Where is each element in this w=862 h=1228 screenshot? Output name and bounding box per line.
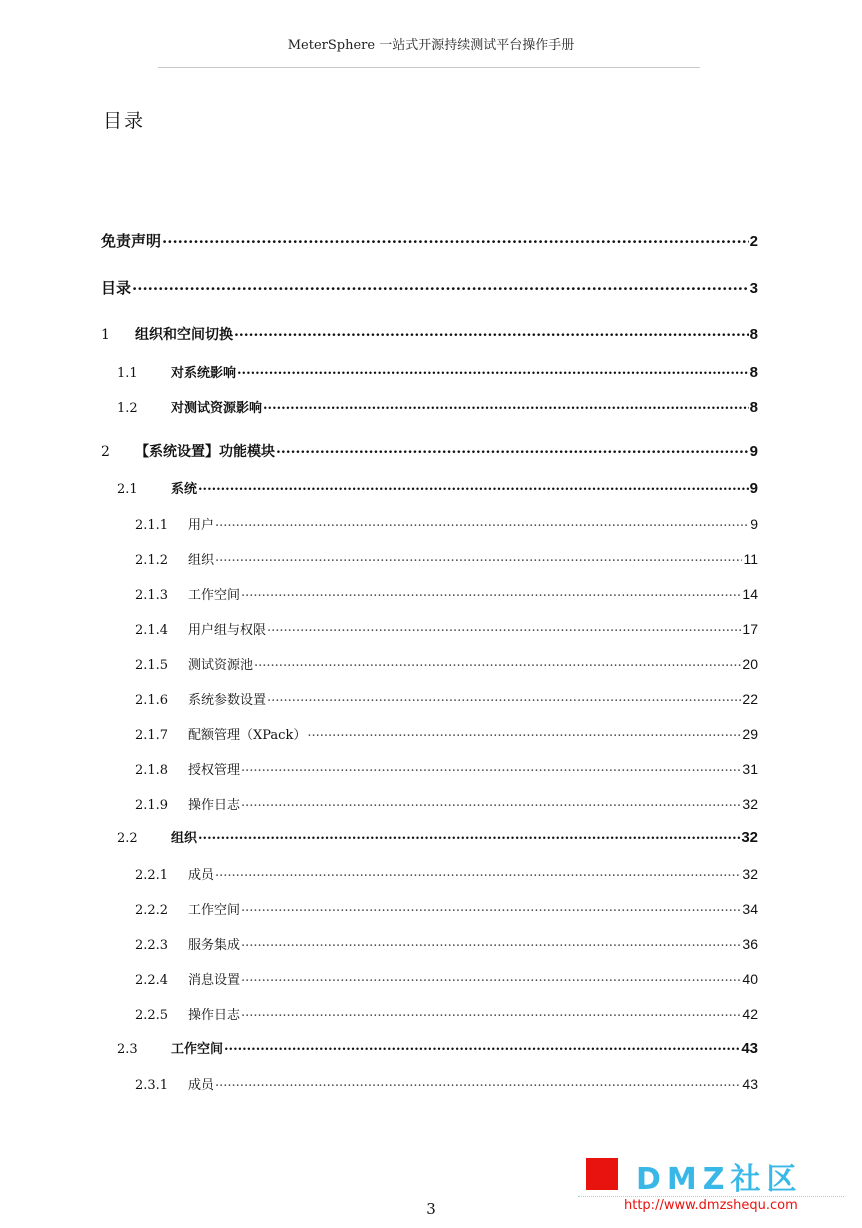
toc-entry-title: 目录	[101, 279, 132, 297]
toc-entry-title: 系统参数设置	[188, 693, 267, 708]
watermark-url: http://www.dmzshequ.com	[624, 1198, 798, 1213]
toc-entry-title: 对测试资源影响	[171, 401, 263, 416]
toc-entry-page: 17	[742, 621, 758, 637]
toc-entry-title: 免责声明	[101, 232, 162, 250]
toc-entry-page: 2	[749, 233, 758, 250]
toc-entry-number: 2.1.6	[135, 693, 169, 708]
toc-entry-2-1-8[interactable]	[135, 759, 758, 779]
toc-heading: 目录	[103, 110, 146, 132]
watermark-divider	[578, 1196, 844, 1197]
toc-entry-2-1-6[interactable]	[135, 689, 758, 709]
dot-leader	[215, 513, 749, 533]
toc-entry-title: 对系统影响	[171, 366, 237, 381]
dot-leader	[307, 723, 741, 743]
dot-leader	[241, 898, 741, 918]
toc-entry-title: 系统	[171, 482, 198, 497]
toc-entry-2[interactable]	[101, 442, 758, 462]
toc-entry-number: 2.1.8	[135, 763, 169, 778]
dot-leader	[198, 477, 749, 497]
toc-entry-disclaimer[interactable]	[101, 231, 758, 251]
toc-entry-number: 2.2.2	[135, 903, 169, 918]
dot-leader	[237, 361, 749, 381]
toc-entry-2-1-9[interactable]	[135, 794, 758, 814]
toc-entry-title: 【系统设置】功能模块	[135, 444, 275, 460]
toc-entry-page: 8	[749, 326, 758, 343]
toc-entry-title: 用户	[188, 518, 215, 533]
dot-leader	[276, 439, 749, 459]
toc-entry-title: 测试资源池	[188, 658, 254, 673]
toc-entry-number: 2.1.2	[135, 553, 169, 568]
dot-leader	[241, 933, 741, 953]
toc-entry-number: 2.2.4	[135, 973, 169, 988]
toc-entry-1[interactable]	[101, 325, 758, 345]
toc-entry-number: 2.1.3	[135, 588, 169, 603]
toc-entry-contents[interactable]	[101, 278, 758, 298]
dot-leader	[224, 1037, 740, 1057]
toc-entry-page: 42	[742, 1006, 758, 1022]
dot-leader	[241, 583, 741, 603]
dot-leader	[241, 1003, 741, 1023]
dot-leader	[267, 688, 741, 708]
dot-leader	[162, 228, 749, 248]
dot-leader	[215, 863, 741, 883]
toc-entry-title: 服务集成	[188, 938, 241, 953]
toc-entry-title: 工作空间	[188, 903, 241, 918]
toc-entry-2-1[interactable]	[117, 479, 758, 499]
dot-leader	[215, 1073, 741, 1093]
toc-entry-2-3-1[interactable]	[135, 1074, 758, 1094]
toc-entry-2-2-3[interactable]	[135, 934, 758, 954]
toc-entry-page: 31	[742, 761, 758, 777]
toc-entry-2-2-5[interactable]	[135, 1004, 758, 1024]
toc-entry-number: 2	[101, 444, 110, 460]
toc-entry-2-1-1[interactable]	[135, 514, 758, 534]
dot-leader	[241, 793, 741, 813]
toc-entry-number: 1.2	[117, 401, 138, 416]
toc-entry-2-2[interactable]	[117, 828, 758, 848]
toc-entry-number: 2.2.1	[135, 868, 169, 883]
toc-entry-page: 32	[741, 829, 758, 846]
toc-entry-number: 2.1.5	[135, 658, 169, 673]
toc-entry-title: 操作日志	[188, 798, 241, 813]
toc-entry-2-2-2[interactable]	[135, 899, 758, 919]
toc-entry-2-2-1[interactable]	[135, 864, 758, 884]
toc-entry-page: 43	[741, 1040, 758, 1057]
toc-entry-page: 36	[742, 936, 758, 952]
toc-entry-page: 29	[742, 726, 758, 742]
dot-leader	[132, 275, 749, 295]
toc-entry-number: 2.1.1	[135, 518, 169, 533]
watermark-brand: DMZ社区	[636, 1162, 803, 1197]
toc-entry-page: 9	[750, 516, 758, 532]
toc-entry-number: 2.2.5	[135, 1008, 169, 1023]
dot-leader	[263, 396, 749, 416]
toc-entry-number: 2.1.4	[135, 623, 169, 638]
toc-entry-page: 8	[749, 399, 758, 416]
toc-entry-title: 工作空间	[171, 1042, 224, 1057]
toc-entry-title: 用户组与权限	[188, 623, 267, 638]
dot-leader	[234, 322, 749, 342]
toc-entry-title: 工作空间	[188, 588, 241, 603]
toc-entry-page: 20	[742, 656, 758, 672]
toc-entry-title: 配额管理（XPack）	[188, 728, 307, 743]
toc-entry-number: 1.1	[117, 366, 138, 381]
toc-entry-page: 3	[749, 280, 758, 297]
toc-entry-page: 40	[742, 971, 758, 987]
toc-entry-2-1-5[interactable]	[135, 654, 758, 674]
toc-entry-number: 2.1.7	[135, 728, 169, 743]
toc-entry-page: 32	[742, 796, 758, 812]
toc-entry-number: 2.2	[117, 831, 138, 846]
running-header: MeterSphere 一站式开源持续测试平台操作手册	[287, 38, 575, 53]
toc-entry-1-1[interactable]	[117, 363, 758, 383]
dot-leader	[254, 653, 741, 673]
toc-entry-title: 组织和空间切换	[135, 327, 233, 343]
toc-entry-number: 2.2.3	[135, 938, 169, 953]
toc-entry-1-2[interactable]	[117, 398, 758, 418]
toc-entry-page: 9	[749, 443, 758, 460]
dot-leader	[215, 548, 742, 568]
dot-leader	[241, 968, 741, 988]
toc-entry-title: 成员	[188, 1078, 215, 1093]
toc-entry-2-1-4[interactable]	[135, 619, 758, 639]
toc-entry-2-3[interactable]	[117, 1039, 758, 1059]
toc-entry-number: 2.3	[117, 1042, 138, 1057]
dot-leader	[198, 826, 740, 846]
watermark-logo-icon	[586, 1158, 618, 1190]
toc-entry-number: 2.1	[117, 482, 138, 497]
toc-entry-title: 成员	[188, 868, 215, 883]
toc-entry-page: 9	[749, 480, 758, 497]
toc-entry-number: 1	[101, 327, 110, 343]
dot-leader	[267, 618, 741, 638]
toc-entry-title: 操作日志	[188, 1008, 241, 1023]
toc-entry-page: 22	[742, 691, 758, 707]
dot-leader	[241, 758, 741, 778]
toc-entry-2-2-4[interactable]	[135, 969, 758, 989]
toc-entry-title: 组织	[188, 553, 215, 568]
toc-entry-2-1-7[interactable]	[135, 724, 758, 744]
toc-entry-page: 43	[742, 1076, 758, 1092]
toc-entry-2-1-2[interactable]	[135, 549, 758, 569]
toc-entry-page: 32	[742, 866, 758, 882]
toc-entry-number: 2.3.1	[135, 1078, 169, 1093]
toc-entry-page: 8	[749, 364, 758, 381]
toc-entry-page: 34	[742, 901, 758, 917]
toc-entry-title: 授权管理	[188, 763, 241, 778]
toc-entry-title: 组织	[171, 831, 198, 846]
toc-entry-2-1-3[interactable]	[135, 584, 758, 604]
toc-entry-number: 2.1.9	[135, 798, 169, 813]
toc-entry-page: 11	[743, 551, 758, 567]
toc-entry-title: 消息设置	[188, 973, 241, 988]
page-number: 3	[426, 1200, 436, 1218]
toc-entry-page: 14	[742, 586, 758, 602]
